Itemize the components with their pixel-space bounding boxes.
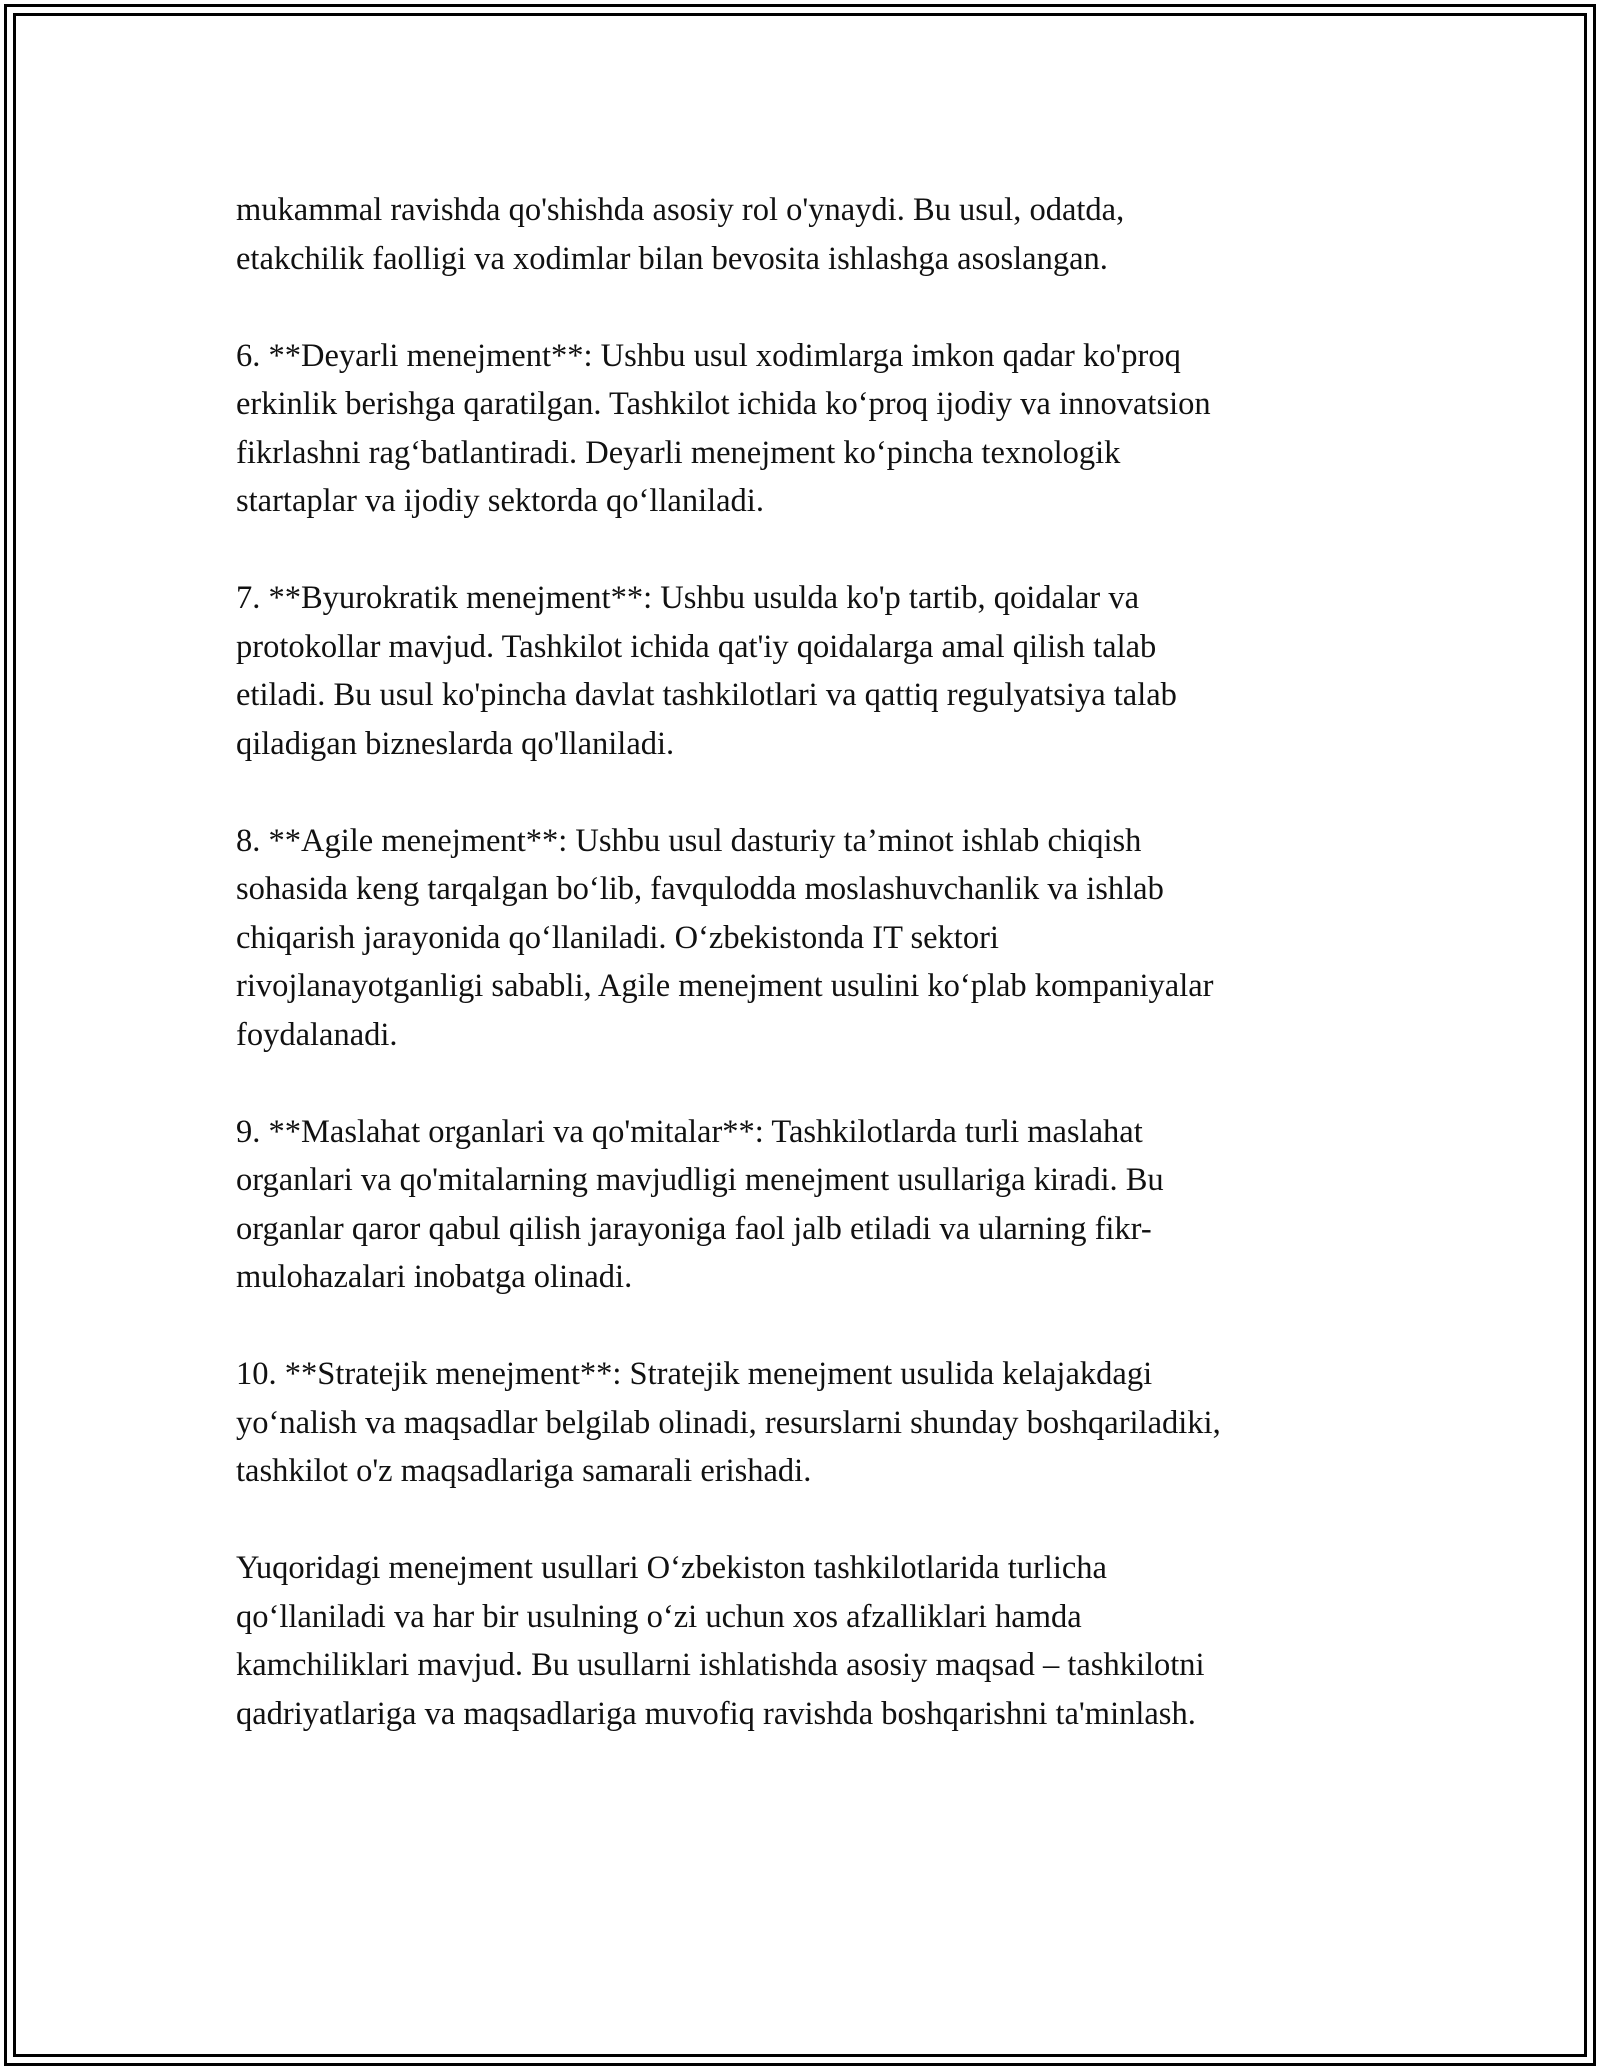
paragraph-conclusion: Yuqoridagi menejment usullari O‘zbekiston tashkilotlarida turlicha qo‘llaniladi va har bir usulning o‘zi uchun xos afzalliklari hamda kamchiliklari mavjud. Bu usullarni ishlatishda asosiy maqsad – tashkilotni qadriyatlariga va maqsadlariga muvofiq ravishda boshqarishni ta'minlash. bbox=[236, 1550, 1205, 1732]
document-body bbox=[236, 186, 1366, 1787]
paragraph-item-9: 9. **Maslahat organlari va qo'mitalar**: Tashkilotlarda turli maslahat organlari va qo'mitalarning mavjudligi menejment usullariga kiradi. Bu organlar qaror qabul qilish jarayoniga faol jalb etiladi va ularning fikr- mulohazalari inobatga olinadi. bbox=[236, 1113, 1164, 1295]
paragraph-intro-continuation: mukammal ravishda qo'shishda asosiy rol o'ynaydi. Bu usul, odatda, etakchilik faolligi va xodimlar bilan bevosita ishlashga asoslangan. bbox=[236, 192, 1125, 277]
paragraph-item-8: 8. **Agile menejment**: Ushbu usul dasturiy ta’minot ishlab chiqish sohasida keng tarqalgan bo‘lib, favqulodda moslashuvchanlik va ishlab chiqarish jarayonida qo‘llaniladi. O‘zbekistonda IT sektori rivojlanayotganligi sababli, Agile menejment usulini ko‘plab kompaniyalar foydalanadi. bbox=[236, 822, 1214, 1053]
paragraph-item-6: 6. **Deyarli menejment**: Ushbu usul xodimlarga imkon qadar ko'proq erkinlik berishga qaratilgan. Tashkilot ichida ko‘proq ijodiy va innovatsion fikrlashni rag‘batlantiradi. Deyarli menejment ko‘pincha texnologik startaplar va ijodiy sektorda qo‘llaniladi. bbox=[236, 337, 1211, 519]
paragraph-item-7: 7. **Byurokratik menejment**: Ushbu usulda ko'p tartib, qoidalar va protokollar mavjud. Tashkilot ichida qat'iy qoidalarga amal qilish talab etiladi. Bu usul ko'pincha davlat tashkilotlari va qattiq regulyatsiya talab qiladigan bizneslarda qo'llaniladi. bbox=[236, 580, 1177, 762]
paragraph-item-10: 10. **Stratejik menejment**: Stratejik menejment usulida kelajakdagi yo‘nalish va maqsadlar belgilab olinadi, resurslarni shunday boshqariladiki, tashkilot o'z maqsadlariga samarali erishadi. bbox=[236, 1356, 1221, 1489]
